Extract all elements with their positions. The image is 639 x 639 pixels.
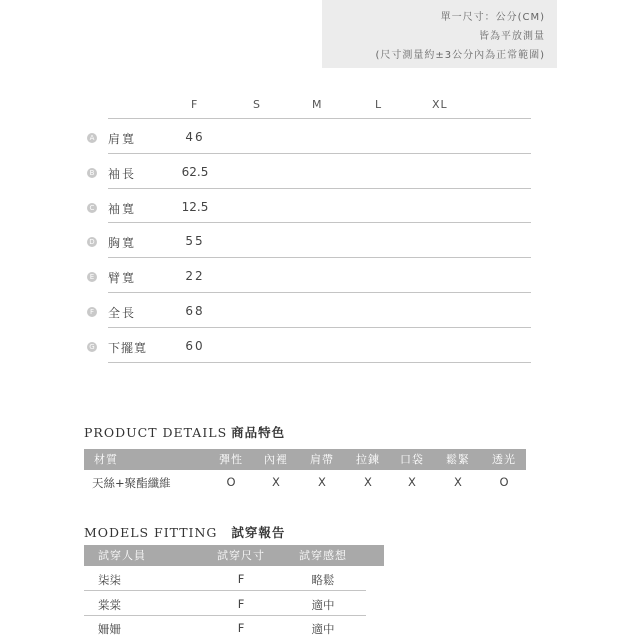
- row-divider: [84, 615, 366, 616]
- header-waistband: 鬆緊: [446, 453, 470, 466]
- header-sheerness: 透光: [492, 453, 516, 466]
- header-elasticity: 彈性: [219, 453, 243, 466]
- row-divider: [84, 590, 366, 591]
- models-fitting-title-zh: 試穿報告: [231, 525, 286, 540]
- row-marker-c: C: [87, 203, 97, 213]
- row-value-hem: 60: [185, 339, 205, 353]
- model-feel: 略鬆: [311, 573, 335, 587]
- row-value-chest: 55: [185, 234, 205, 248]
- row-value-sleeve-width: 12.5: [181, 200, 209, 214]
- model-feel: 適中: [311, 622, 335, 636]
- model-size: F: [237, 597, 245, 611]
- row-divider: [108, 222, 531, 223]
- row-value-arm: 22: [185, 269, 205, 283]
- size-header-xl: XL: [432, 98, 448, 111]
- row-marker-d: D: [87, 237, 97, 247]
- row-value-length: 68: [185, 304, 205, 318]
- row-divider: [108, 327, 531, 328]
- model-name: 棠棠: [98, 598, 121, 612]
- row-marker-g: G: [87, 342, 97, 352]
- row-marker-a: A: [87, 133, 97, 143]
- row-value-sleeve-length: 62.5: [181, 165, 209, 179]
- row-divider: [108, 257, 531, 258]
- tolerance-note: (尺寸測量約±3公分內為正常範圍): [375, 50, 545, 61]
- header-strap: 肩帶: [310, 453, 334, 466]
- product-details-title-en: PRODUCT DETAILS: [84, 425, 228, 440]
- header-lining: 內裡: [264, 453, 288, 466]
- product-details-header: [84, 449, 526, 470]
- value-waistband: X: [454, 475, 462, 489]
- size-header-m: M: [312, 98, 323, 111]
- model-name: 柒柒: [98, 573, 121, 587]
- row-label-hem: 下擺寬: [108, 341, 148, 355]
- value-strap: X: [318, 475, 326, 489]
- value-pocket: X: [408, 475, 416, 489]
- size-header-l: L: [375, 98, 383, 111]
- row-divider: [108, 188, 531, 189]
- flat-measure-note: 皆為平放測量: [479, 31, 545, 42]
- models-fitting-header: [84, 545, 384, 566]
- model-feel: 適中: [311, 598, 335, 612]
- row-label-shoulder: 肩寬: [108, 132, 137, 146]
- row-label-sleeve-width: 袖寬: [108, 202, 137, 216]
- value-lining: X: [272, 475, 280, 489]
- row-marker-e: E: [87, 272, 97, 282]
- product-details-title-zh: 商品特色: [231, 425, 286, 440]
- row-marker-f: F: [87, 307, 97, 317]
- header-fit-size: 試穿尺寸: [217, 549, 265, 562]
- row-value-shoulder: 46: [185, 130, 205, 144]
- header-pocket: 口袋: [400, 453, 424, 466]
- unit-note: 單一尺寸：公分(CM): [440, 12, 545, 23]
- row-label-chest: 胸寬: [108, 236, 137, 250]
- value-zipper: X: [364, 475, 372, 489]
- models-fitting-title-en: MODELS FITTING: [84, 525, 218, 540]
- header-fit-feel: 試穿感想: [299, 549, 347, 562]
- value-sheerness: O: [499, 475, 509, 489]
- row-label-length: 全長: [108, 306, 137, 320]
- models-fitting-title: [84, 523, 285, 541]
- product-details-title: [84, 423, 285, 441]
- row-marker-b: B: [87, 168, 97, 178]
- row-divider: [108, 153, 531, 154]
- value-elasticity: O: [226, 475, 236, 489]
- header-model: 試穿人員: [98, 549, 146, 562]
- header-material: 材質: [94, 453, 118, 466]
- row-divider: [108, 292, 531, 293]
- row-label-arm: 臂寬: [108, 271, 137, 285]
- measurement-note: [322, 0, 557, 68]
- model-size: F: [237, 572, 245, 586]
- header-zipper: 拉鍊: [356, 453, 380, 466]
- size-header-s: S: [253, 98, 261, 111]
- size-header-f: F: [191, 98, 199, 111]
- model-size: F: [237, 621, 245, 635]
- value-material: 天絲+聚酯纖維: [92, 476, 171, 490]
- size-table-divider: [108, 118, 531, 119]
- model-name: 姍姍: [98, 622, 121, 636]
- row-label-sleeve-length: 袖長: [108, 167, 137, 181]
- row-divider: [108, 362, 531, 363]
